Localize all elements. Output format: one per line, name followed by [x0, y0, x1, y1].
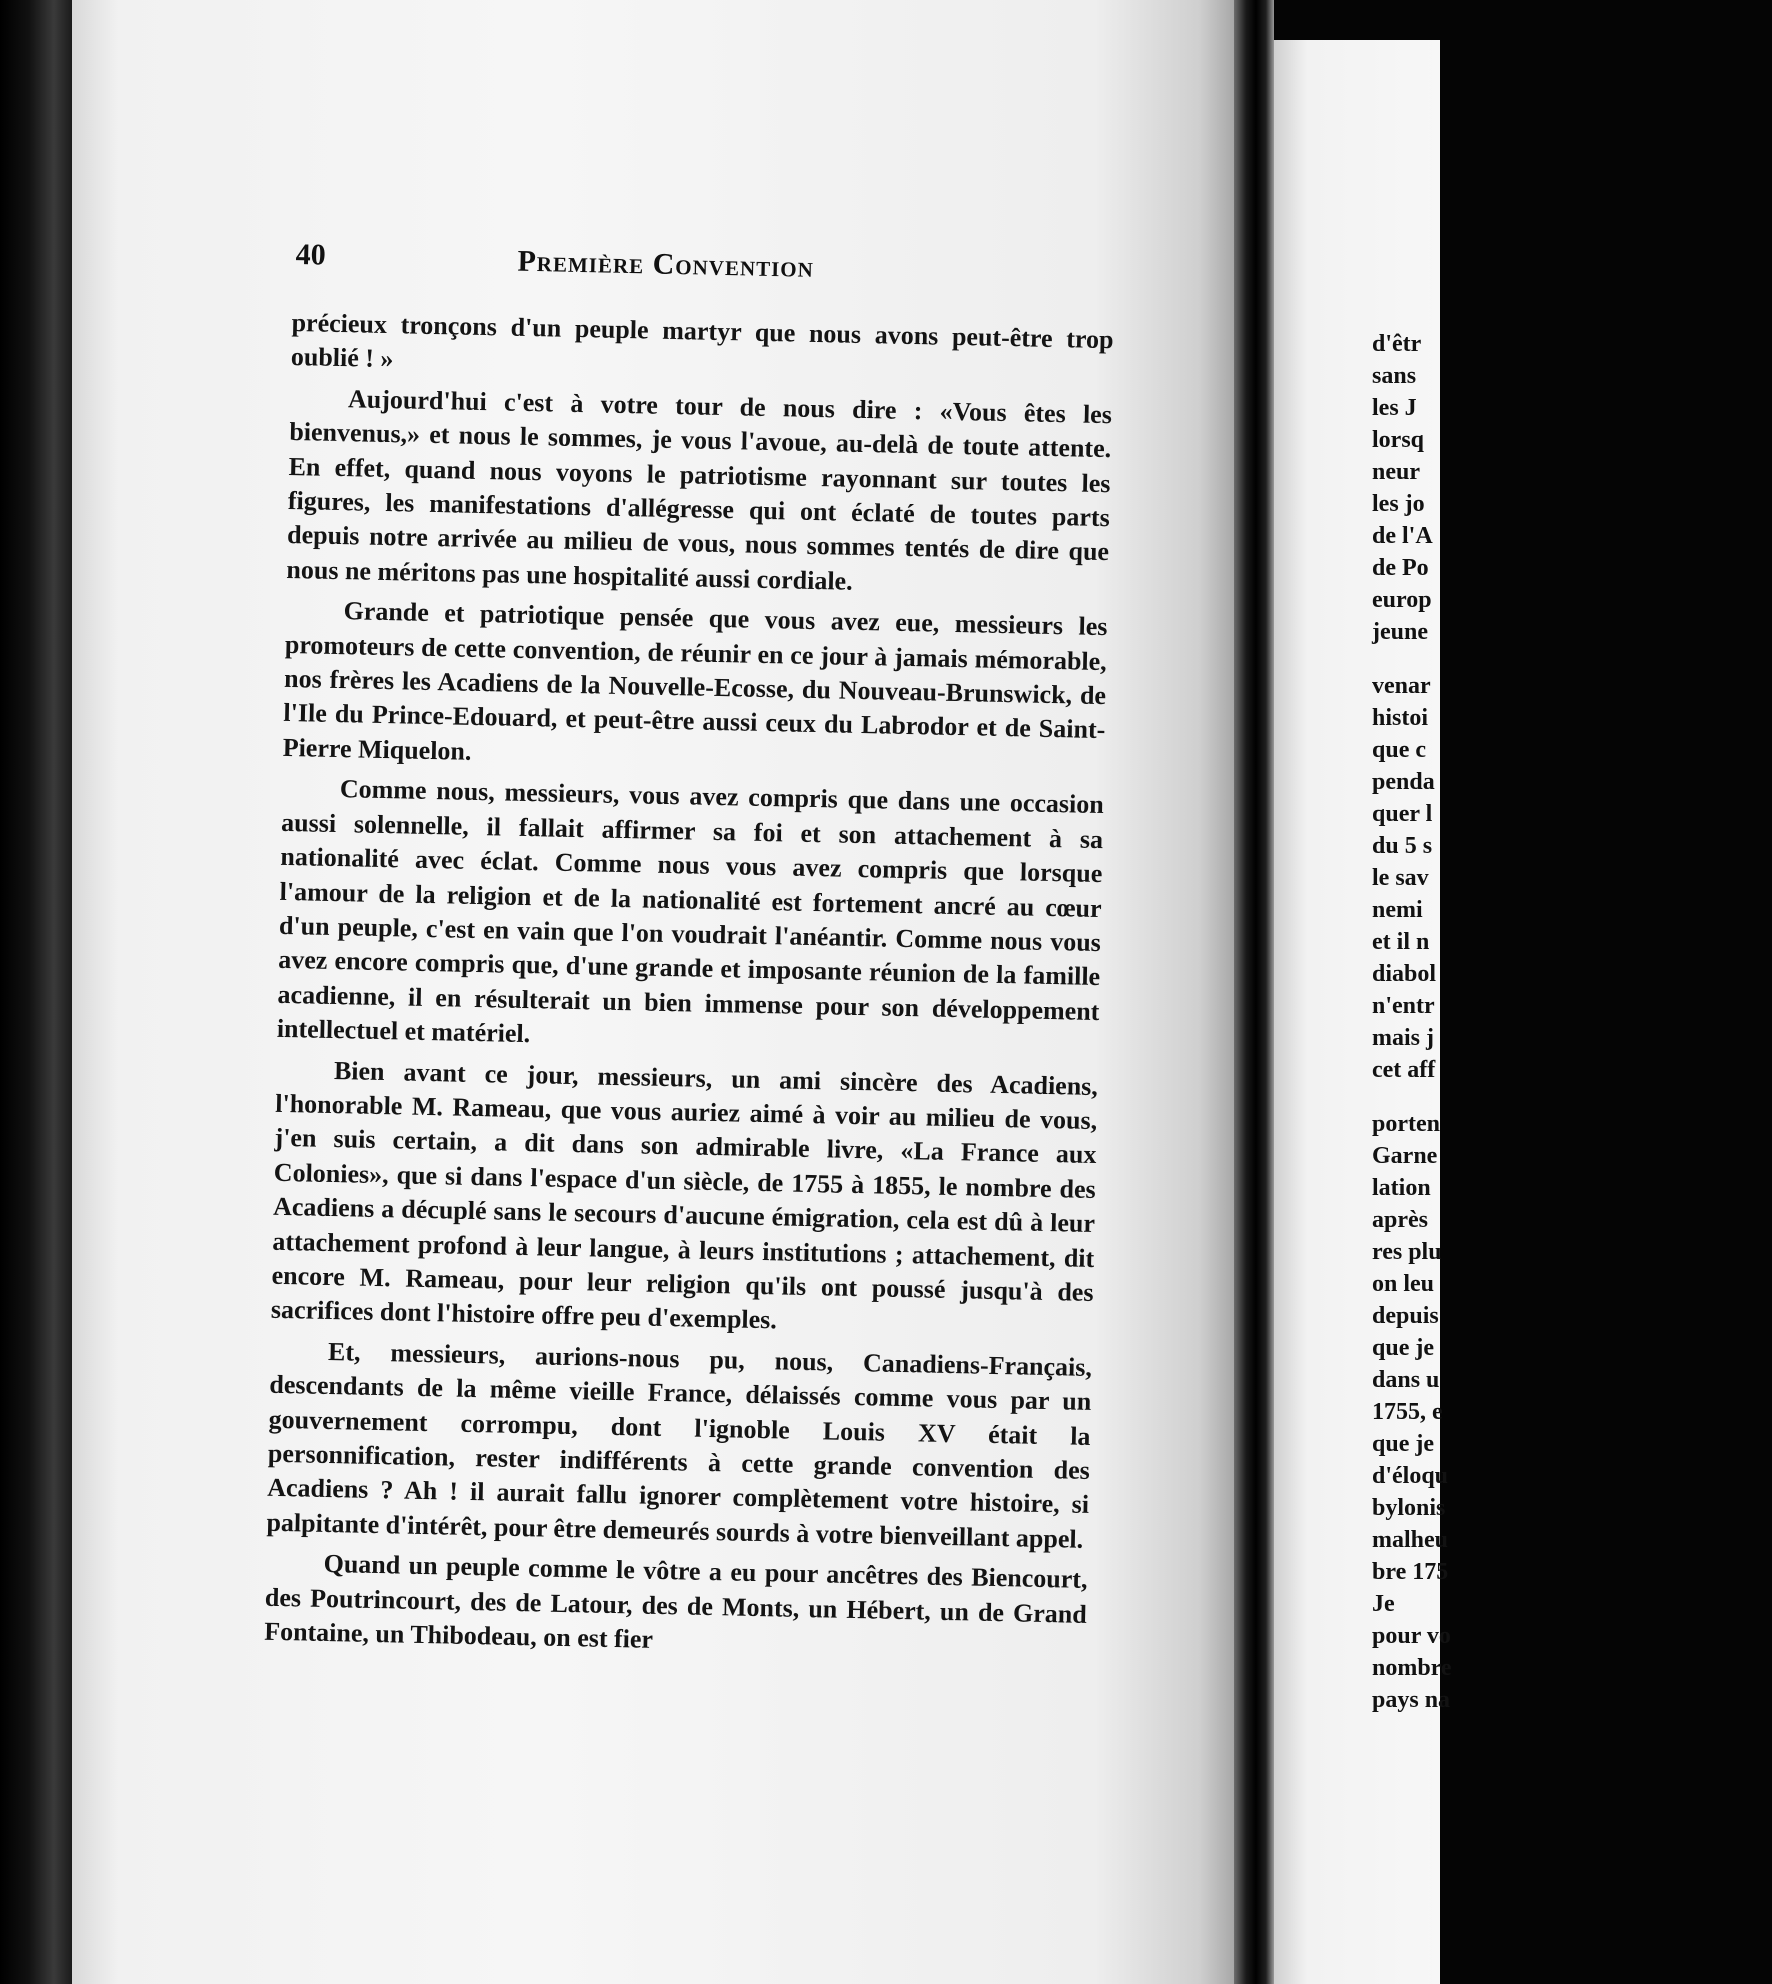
facing-page-line: histoi [1372, 705, 1429, 731]
facing-page-line: 1755, e [1372, 1399, 1443, 1425]
facing-page-line: de l'A [1372, 523, 1433, 549]
facing-page-line: cet aff [1372, 1057, 1436, 1083]
paragraph: Grande et patriotique pensée que vous avez eue, messieurs les promoteurs de cette convention, de réunir en ce jour à jamais mémorable, nos frères les Acadiens de la Nouvelle-Ecosse, du Nouveau-Brunswick, de l'Ile du Prince-Edouard, et peut-être aussi ceux du Labrodor et de Saint-Pierre Miquelon. [282, 596, 1108, 766]
facing-page-line: porten [1372, 1111, 1440, 1137]
facing-page-line: que je [1372, 1431, 1434, 1457]
facing-page-line: que c [1372, 737, 1426, 763]
facing-page-line: europ [1372, 587, 1432, 613]
facing-page-gap [1372, 648, 1772, 670]
paragraph: précieux tronçons d'un peuple martyr que nous avons peut-être trop oublié ! » [290, 307, 1114, 374]
facing-page-line: neur [1372, 459, 1420, 485]
book-edge [0, 0, 72, 1984]
facing-page-line: penda [1372, 769, 1435, 795]
facing-page-line: nemi [1372, 897, 1423, 923]
facing-page-line: res plu [1372, 1239, 1442, 1265]
paragraph: Quand un peuple comme le vôtre a eu pour ancêtres des Biencourt, des Poutrincourt, des de Latour, des de Monts, un Hébert, un de Grand Fontaine, un Thibodeau, on est fier [263, 1549, 1088, 1654]
facing-page-line: diabol [1372, 961, 1437, 987]
facing-page-line: après [1372, 1207, 1428, 1233]
facing-page-line: de Po [1372, 555, 1429, 581]
paragraph: Comme nous, messieurs, vous avez compris que dans une occasion aussi solennelle, il fallait affirmer sa foi et son attachement à sa nationalité avec éclat. Comme nous vous avez compris que lorsque l'amour de la religion et de la nationalité est fortement ancré au cœur d'un peuple, c'est en vain que l'on voudrait l'anéantir. Comme nous vous avez encore compris que, d'une grande et imposante réunion de la famille acadienne, il en résulterait un bien immense pour son développement intellectuel et matériel. [276, 774, 1105, 1049]
facing-page-line: Je [1372, 1591, 1395, 1617]
facing-page-line: depuis [1372, 1303, 1439, 1329]
book-gutter [1234, 0, 1274, 1984]
facing-page-line: d'êtr [1372, 331, 1422, 357]
facing-page-line: que je [1372, 1335, 1434, 1361]
facing-page-text [1372, 328, 1772, 1716]
facing-page-line: jeune [1372, 619, 1428, 645]
facing-page-gap [1372, 1086, 1772, 1108]
facing-page-line: n'entr [1372, 993, 1435, 1019]
facing-page-line: les J [1372, 395, 1417, 421]
facing-page-line: le sav [1372, 865, 1429, 891]
facing-page-line: pour vo [1372, 1623, 1451, 1649]
facing-page-line: lorsq [1372, 427, 1425, 453]
facing-page-line: bylonis [1372, 1495, 1446, 1521]
facing-page-line: nombre [1372, 1655, 1452, 1681]
facing-page-line: mais j [1372, 1025, 1434, 1051]
facing-page-line: quer l [1372, 801, 1433, 827]
right-page [1274, 40, 1452, 1984]
facing-page-line: pays na [1372, 1687, 1451, 1713]
facing-page-line: malheu [1372, 1527, 1449, 1553]
facing-page-line: d'éloqu [1372, 1463, 1449, 1489]
page-body [264, 306, 1114, 1672]
paragraph: Et, messieurs, aurions-nous pu, nous, Canadiens-Français, descendants de la même vieille France, délaissés comme vous par un gouvernement corrompu, dont l'ignoble Louis XV était la personnification, rester indifférents à cette grande convention des Acadiens ? Ah ! il aurait fallu ignorer complètement votre histoire, si palpitante d'intérêt, pour être demeurés sourds à votre bienveillant appel. [266, 1336, 1093, 1554]
paragraph: Bien avant ce jour, messieurs, un ami sincère des Acadiens, l'honorable M. Rameau, que vous auriez aimé à voir au milieu de vous, j'en suis certain, a dit dans son admirable livre, «La France aux Colonies», que si dans l'espace d'un siècle, de 1755 à 1855, le nombre des Acadiens a décuplé sans le secours d'aucune émigration, cela est dû à leur attachement profond à leur langue, à leurs institutions ; attachement, dit encore M. Rameau, pour leur religion qu'ils ont poussé jusqu'à des sacrifices dont l'histoire offre peu d'exemples. [270, 1055, 1099, 1335]
facing-page-line: du 5 s [1372, 833, 1433, 859]
paragraph: Aujourd'hui c'est à votre tour de nous dire : «Vous êtes les bienvenus,» et nous le sommes, je vous l'avoue, au-delà de toute attente. En effet, quand nous voyons le patriotisme rayonnant sur toutes les figures, les manifestations d'allégresse qui ont éclaté de toutes parts depuis notre arrivée au milieu de vous, nous sommes tentés de dire que nous ne méritons pas une hospitalité aussi cordiale. [286, 384, 1113, 596]
facing-page-line: les jo [1372, 491, 1425, 517]
facing-page-line: venar [1372, 673, 1431, 699]
facing-page-line: et il n [1372, 929, 1430, 955]
running-title: Première Convention [517, 244, 815, 284]
facing-page-line: Garne [1372, 1143, 1438, 1169]
facing-page-line: on leu [1372, 1271, 1435, 1297]
facing-page-line: dans u [1372, 1367, 1440, 1393]
page-number: 40 [295, 238, 326, 272]
facing-page-line: bre 175 [1372, 1559, 1449, 1585]
facing-page-line: sans [1372, 363, 1417, 389]
facing-page-line: lation [1372, 1175, 1431, 1201]
